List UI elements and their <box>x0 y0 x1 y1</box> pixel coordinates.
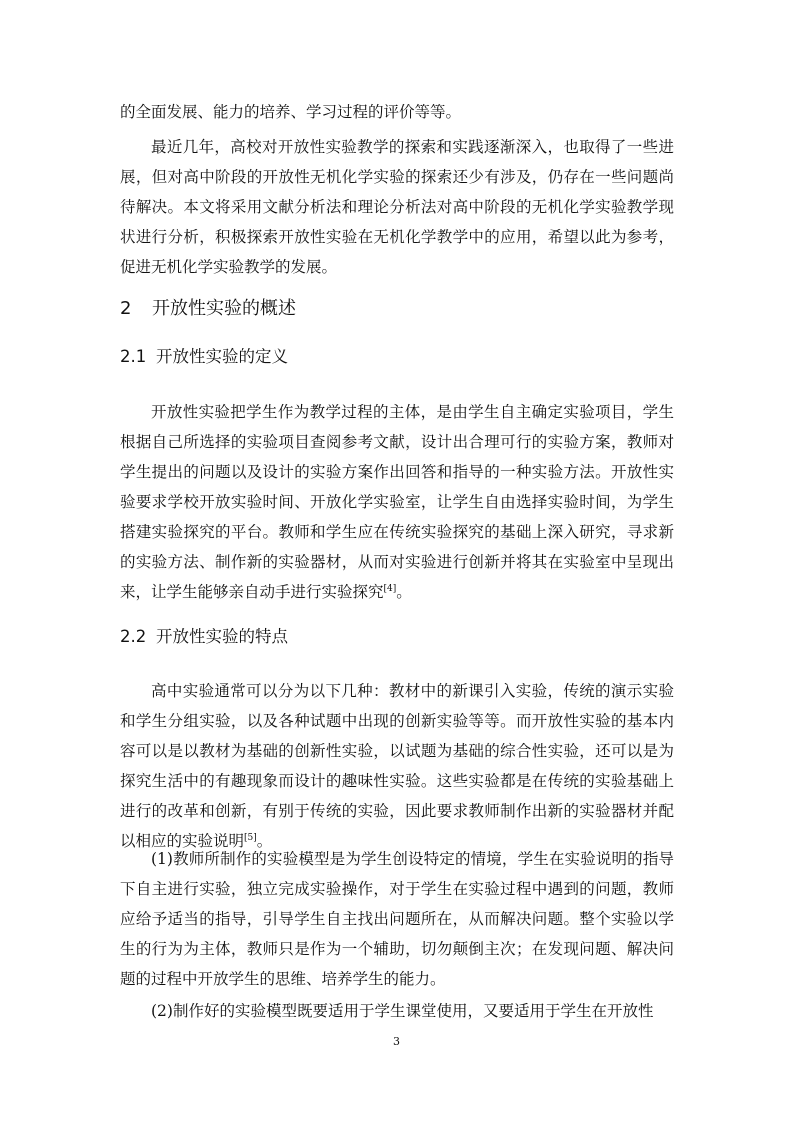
paragraph-intro: 最近几年，高校对开放性实验教学的探索和实践逐渐深入，也取得了一些进展，但对高中阶段的开放性无机化学实验的探索还少有涉及，仍存在一些问题尚待解决。本文将采用文献分析法和理论分析法对高中阶段的无机化学实验教学现状进行分析，积极探索开放性实验在无机化学教学中的应用，希望以此为参考，促进无机化学实验教学的发展。 <box>120 138 674 276</box>
list-item-1: (1)教师所制作的实验模型是为学生创设特定的情境，学生在实验说明的指导下自主进行实验，独立完成实验操作，对于学生在实验过程中遇到的问题，教师应给予适当的指导，引导学生自主找出问题所在，从而解决问题。整个实验以学生的行为为主体，教师只是作为一个辅助，切勿颠倒主次；在发现问题、解决问题的过程中开放学生的思维、培养学生的能力。 <box>120 850 674 988</box>
paragraph-features <box>120 676 674 856</box>
citation: [4] <box>383 583 397 594</box>
section-number: 2 <box>120 298 132 319</box>
section-title: 开放性实验的概述 <box>152 298 296 319</box>
paragraph-definition <box>120 397 674 607</box>
paragraph-continuation: 的全面发展、能力的培养、学习过程的评价等等。 <box>120 103 462 121</box>
paragraph-end: 。 <box>256 832 273 850</box>
subsection-title: 开放性实验的定义 <box>156 347 288 366</box>
subsection-heading-2-1 <box>120 342 288 372</box>
subsection-number: 2.2 <box>120 627 147 646</box>
paragraph-text: 开放性实验把学生作为教学过程的主体，是由学生自主确定实验项目，学生根据自己所选择的实验项目查阅参考文献，设计出合理可行的实验方案，教师对学生提出的问题以及设计的实验方案作出回答和指导的一种实验方法。开放性实验要求学校开放实验时间、开放化学实验室，让学生自由选择实验时间，为学生搭建实验探究的平台。教师和学生应在传统实验探究的基础上深入研究，寻求新的实验方法、制作新的实验器材，从而对实验进行创新并将其在实验室中呈现出来，让学生能够亲自动手进行实验探究 <box>120 403 674 601</box>
subsection-heading-2-2 <box>120 622 288 652</box>
page-number: 3 <box>393 1035 400 1048</box>
subsection-title: 开放性实验的特点 <box>156 627 288 646</box>
section-heading-2 <box>120 294 296 324</box>
list-item-2: (2)制作好的实验模型既要适用于学生课堂使用，又要适用于学生在开放性 <box>151 1002 654 1020</box>
paragraph-end: 。 <box>396 583 412 601</box>
citation: [5] <box>244 832 257 843</box>
paragraph-text: 高中实验通常可以分为以下几种：教材中的新课引入实验，传统的演示实验和学生分组实验，以及各种试题中出现的创新实验等等。而开放性实验的基本内容可以是以教材为基础的创新性实验，以试题为基础的综合性实验，还可以是为探究生活中的有趣现象而设计的趣味性实验。这些实验都是在传统的实验基础上进行的改革和创新，有别于传统的实验，因此要求教师制作出新的实验器材并配以相应的实验说明 <box>120 682 674 850</box>
subsection-number: 2.1 <box>120 347 147 366</box>
